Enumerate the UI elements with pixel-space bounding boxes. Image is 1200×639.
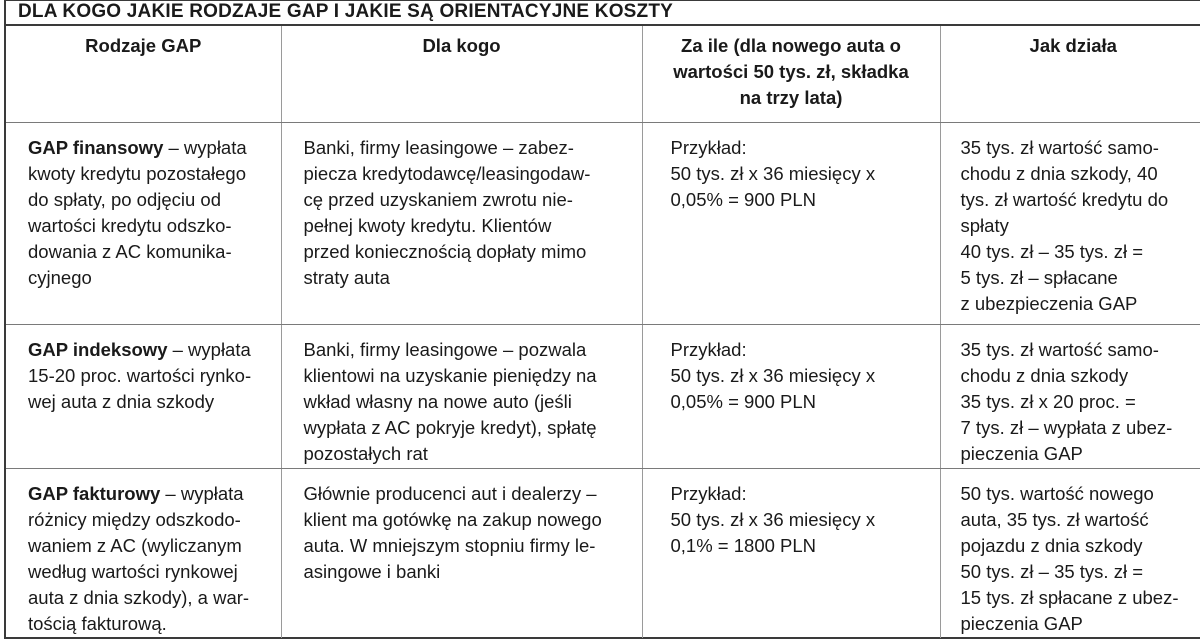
how-text: pieczenia GAP [960,612,1083,634]
gap-type-name: GAP finansowy [28,136,164,158]
for-whom-text: Głównie producenci aut i dealerzy – [303,482,597,504]
how-text: chodu z dnia szkody [960,364,1129,386]
cost-text: Przykład: [670,338,747,360]
gap-type-text: kwoty kredytu pozostałego [28,162,247,184]
gap-type-text: – wypłata [167,338,251,360]
header-line: na trzy lata) [739,87,843,108]
gap-type-cell [6,324,281,468]
gap-type-name: GAP fakturowy [28,482,161,504]
how-text: spłaty [960,214,1009,236]
cost-text: 0,05% = 900 PLN [670,390,817,412]
for-whom-text: pozostałych rat [303,442,428,464]
how-text: 15 tys. zł spłacane z ubez- [960,586,1179,608]
cost-text: 50 tys. zł x 36 miesięcy x [670,364,876,386]
cost-text: 0,05% = 900 PLN [670,188,817,210]
gap-type-text: według wartości rynkowej [28,560,238,582]
gap-type-cell [6,468,281,638]
how-it-works-cell [940,324,1200,468]
cost-cell [642,324,940,468]
gap-type-first-line [28,337,267,363]
for-whom-text: wypłata z AC pokryje kredyt), spłatę [303,416,597,438]
cost-text: 50 tys. zł x 36 miesięcy x [670,508,876,530]
how-text: 35 tys. zł wartość samo- [960,136,1159,158]
how-text: 50 tys. wartość nowego [960,482,1154,504]
how-text: auta, 35 tys. zł wartość [960,508,1149,530]
how-text: pojazdu z dnia szkody [960,534,1143,556]
how-text: 35 tys. zł x 20 proc. = [960,390,1136,412]
header-line: wartości 50 tys. zł, składka [673,61,909,82]
gap-type-text: cyjnego [28,266,92,288]
table-row [6,468,1200,638]
how-text: 5 tys. zł – spłacane [960,266,1118,288]
for-whom-text: pełnej kwoty kredytu. Klientów [303,214,552,236]
for-whom-text: auta. W mniejszym stopniu firmy le- [303,534,596,556]
for-whom-text: Banki, firmy leasingowe – zabez- [303,136,574,158]
gap-type-text: – wypłata [163,136,247,158]
how-text: tys. zł wartość kredytu do [960,188,1169,210]
gap-type-text: wej auta z dnia szkody [28,390,215,412]
gap-type-text: do spłaty, po odjęciu od [28,188,222,210]
how-text: z ubezpieczenia GAP [960,292,1138,314]
for-whom-cell [281,468,642,638]
header-line: Dla kogo [422,35,501,56]
gap-type-first-line [28,135,267,161]
header-cost [642,26,940,122]
cost-text: Przykład: [670,136,747,158]
gap-type-name: GAP indeksowy [28,338,168,360]
table-row [6,324,1200,468]
gap-type-text: 15-20 proc. wartości rynko- [28,364,252,386]
gap-comparison-table [6,26,1200,638]
for-whom-text: klient ma gotówkę na zakup nowego [303,508,602,530]
gap-type-text: waniem z AC (wyliczanym [28,534,242,556]
table-title: DLA KOGO JAKIE RODZAJE GAP I JAKIE SĄ ORIENTACYJNE KOSZTY [6,1,1200,26]
header-line: Jak działa [1029,35,1117,56]
for-whom-cell [281,324,642,468]
for-whom-text: Banki, firmy leasingowe – pozwala [303,338,587,360]
how-text: pieczenia GAP [960,442,1083,464]
gap-type-first-line [28,481,267,507]
for-whom-text: straty auta [303,266,390,288]
gap-type-text: dowania z AC komunika- [28,240,232,262]
cost-text: Przykład: [670,482,747,504]
header-line: Rodzaje GAP [85,35,202,56]
table-row [6,122,1200,324]
how-text: 7 tys. zł – wypłata z ubez- [960,416,1173,438]
cost-text: 50 tys. zł x 36 miesięcy x [670,162,876,184]
header-for-whom [281,26,642,122]
header-gap-types [6,26,281,122]
for-whom-text: klientowi na uzyskanie pieniędzy na [303,364,597,386]
gap-type-cell [6,122,281,324]
gap-type-text: auta z dnia szkody), a war- [28,586,250,608]
header-how-it-works [940,26,1200,122]
for-whom-text: asingowe i banki [303,560,441,582]
header-row [6,26,1200,122]
table-frame [4,0,1200,639]
how-text: chodu z dnia szkody, 40 [960,162,1158,184]
gap-type-text: tością fakturową. [28,612,167,634]
for-whom-text: wkład własny na nowe auto (jeśli [303,390,572,412]
cost-cell [642,468,940,638]
how-text: 50 tys. zł – 35 tys. zł = [960,560,1144,582]
header-line: Za ile (dla nowego auta o [681,35,901,56]
cost-text: 0,1% = 1800 PLN [670,534,817,556]
how-it-works-cell [940,122,1200,324]
gap-type-text: wartości kredytu odszko- [28,214,232,236]
gap-type-text: – wypłata [160,482,244,504]
for-whom-cell [281,122,642,324]
for-whom-text: piecza kredytodawcę/leasingodaw- [303,162,591,184]
how-it-works-cell [940,468,1200,638]
cost-cell [642,122,940,324]
how-text: 40 tys. zł – 35 tys. zł = [960,240,1144,262]
gap-type-text: różnicy między odszkodo- [28,508,241,530]
for-whom-text: cę przed uzyskaniem zwrotu nie- [303,188,573,210]
how-text: 35 tys. zł wartość samo- [960,338,1159,360]
for-whom-text: przed koniecznością dopłaty mimo [303,240,587,262]
